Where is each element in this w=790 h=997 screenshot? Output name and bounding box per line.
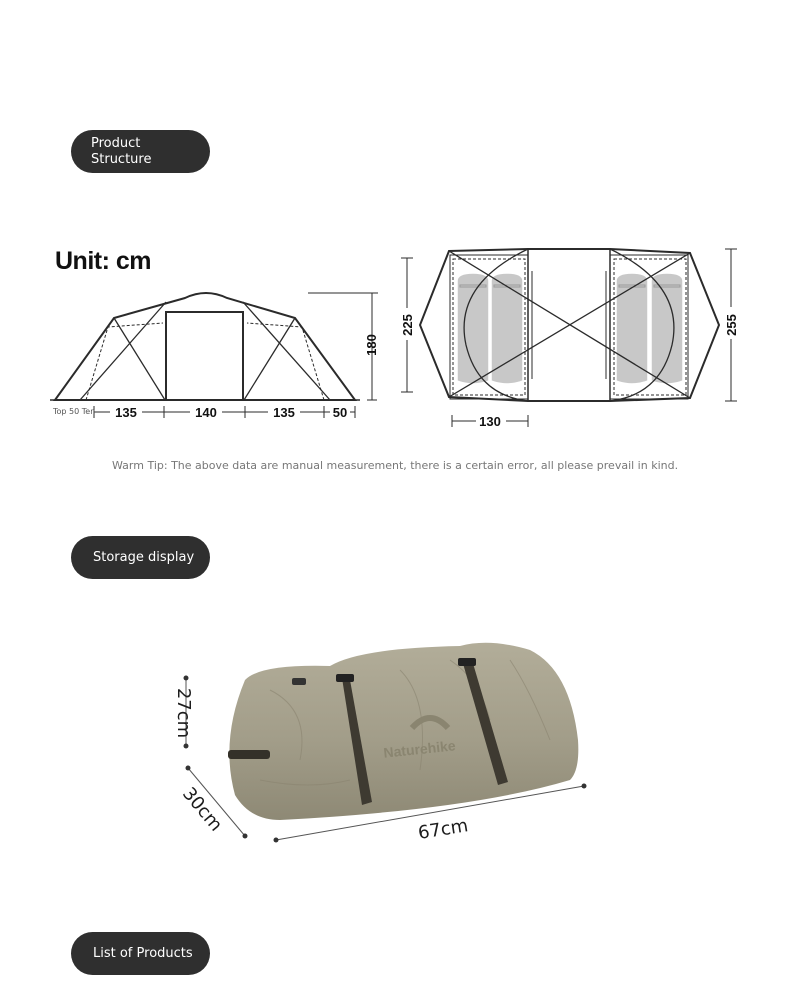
section-label-text: Product Structure — [91, 135, 152, 167]
section-label-list-of-products — [71, 932, 210, 975]
side-dim-2: 140 — [195, 405, 217, 420]
side-note: Top 50 Ten — [53, 407, 96, 416]
side-dim-1: 135 — [115, 405, 137, 420]
sleeping-bag-1 — [457, 273, 489, 384]
warm-tip: Warm Tip: The above data are manual measurement, there is a certain error, all please prevail in kind. — [112, 459, 679, 472]
section-label-text: Storage display — [93, 550, 195, 565]
height-dimension: 180 — [364, 334, 379, 356]
top-dim-left: 225 — [400, 314, 415, 336]
storage-brand-logo: Naturehike — [382, 737, 457, 761]
top-dim-bottom: 130 — [479, 414, 501, 429]
storage-height-label: 27cm — [173, 687, 194, 739]
sleeping-bag-4 — [651, 273, 683, 384]
sleeping-bag-3 — [616, 273, 648, 384]
side-dim-4: 50 — [332, 405, 348, 420]
section-label-storage-display — [71, 536, 210, 579]
section-label-product-structure — [71, 130, 210, 173]
top-dim-right: 255 — [724, 314, 739, 336]
storage-dimensions — [0, 600, 600, 844]
storage-length-label: 67cm — [416, 815, 470, 844]
section-label-text: List of Products — [93, 946, 193, 961]
storage-depth-label: 30cm — [177, 783, 227, 836]
tent-side-outline — [55, 293, 355, 400]
tent-top-view-diagram — [398, 245, 743, 435]
tent-side-door — [166, 312, 243, 400]
tent-side-view-diagram — [50, 285, 410, 425]
side-dim-3: 135 — [273, 405, 295, 420]
sleeping-bag-2 — [491, 273, 523, 384]
unit-label: Unit: cm — [55, 247, 151, 275]
